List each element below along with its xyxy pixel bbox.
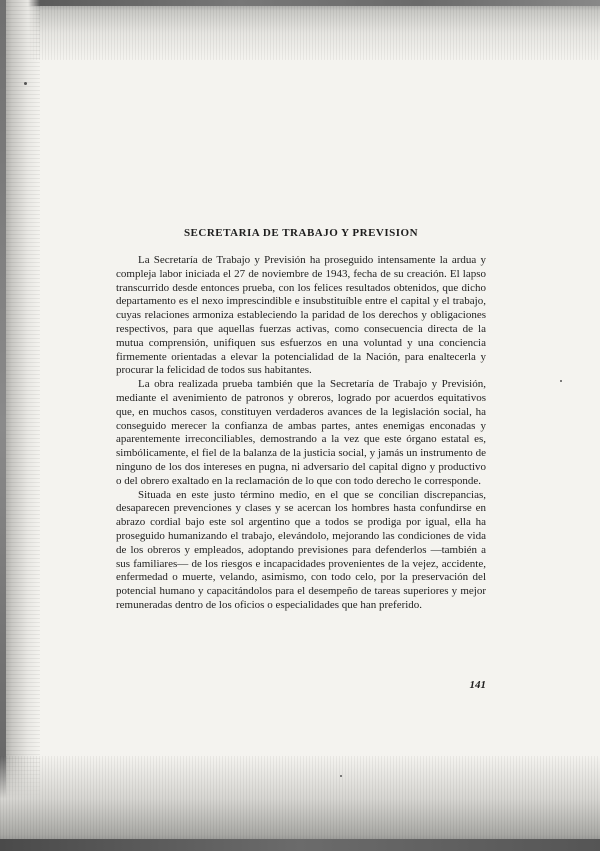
scan-speck xyxy=(24,82,27,85)
page-number: 141 xyxy=(469,679,486,691)
scan-speck xyxy=(560,380,562,382)
scan-shadow-top xyxy=(0,0,600,60)
scan-edge-left xyxy=(0,0,6,851)
scan-edge-bottom xyxy=(0,839,600,851)
scan-shadow-bottom xyxy=(0,756,600,851)
paragraph-3: Situada en este justo término medio, en el que se concilian discrepancias, desaparecen prevenciones y clases y se acercan los hombres hasta confundirse en abrazo cordial bajo este sol argentino que a todos se prodiga por igual, ella ha proseguido humanizando el trabajo, elevándolo, mejorando las condiciones de vida de los obreros y empleados, adoptando previsiones para defenderlos —también a sus familiares— de los riesgos e incapacidades provenientes de la vejez, accidente, enfermedad o muerte, velando, asimismo, con todo celo, por la preservación del potencial humano y capacitándolos para el desempeño de tareas superiores y mejor remuneradas dentro de los oficios o especialidades que han preferido. xyxy=(116,488,486,611)
paragraph-2: La obra realizada prueba también que la Secretaría de Trabajo y Previsión, mediante el avenimiento de patronos y obreros, logrado por acuerdos equitativos que, en muchos casos, constituyen verdaderos avances de la legislación social, ha conseguido merecer la confianza de ambas partes, antes enemigas enconadas y aparentemente irreconciliables, demostrando a la vez que este órgano estatal es, simbólicamente, el fiel de la balanza de la justicia social, y jamás un instrumento de ninguno de los dos intereses en pugna, ni adversario del capital digno y productivo o del obrero exaltado en la reclamación de lo que con todo derecho le corresponde. xyxy=(116,378,486,487)
scan-edge-top xyxy=(0,0,600,6)
document-body xyxy=(116,226,486,613)
paragraph-1: La Secretaría de Trabajo y Previsión ha proseguido intensamente la ardua y compleja labor iniciada el 27 de noviembre de 1943, fecha de su creación. El lapso transcurrido desde entonces prueba, con los felices resultados obtenidos, que dicho departamento es el nexo imprescindible e insubstituíble entre el capital y el trabajo, cuyas relaciones armoniza estableciendo la paridad de los derechos y obligaciones respectivos, para que aquellas fuerzas activas, como consecuencia directa de la mutua comprensión, unifiquen sus esfuerzos en una voluntad y una conciencia firmemente orientadas a elevar la potencialidad de la Nación, para enaltecerla y procurar la felicidad de todos sus habitantes. xyxy=(116,254,486,377)
scan-shadow-left xyxy=(0,0,40,851)
section-title: SECRETARIA DE TRABAJO Y PREVISION xyxy=(183,227,419,239)
scan-speck xyxy=(340,775,342,777)
